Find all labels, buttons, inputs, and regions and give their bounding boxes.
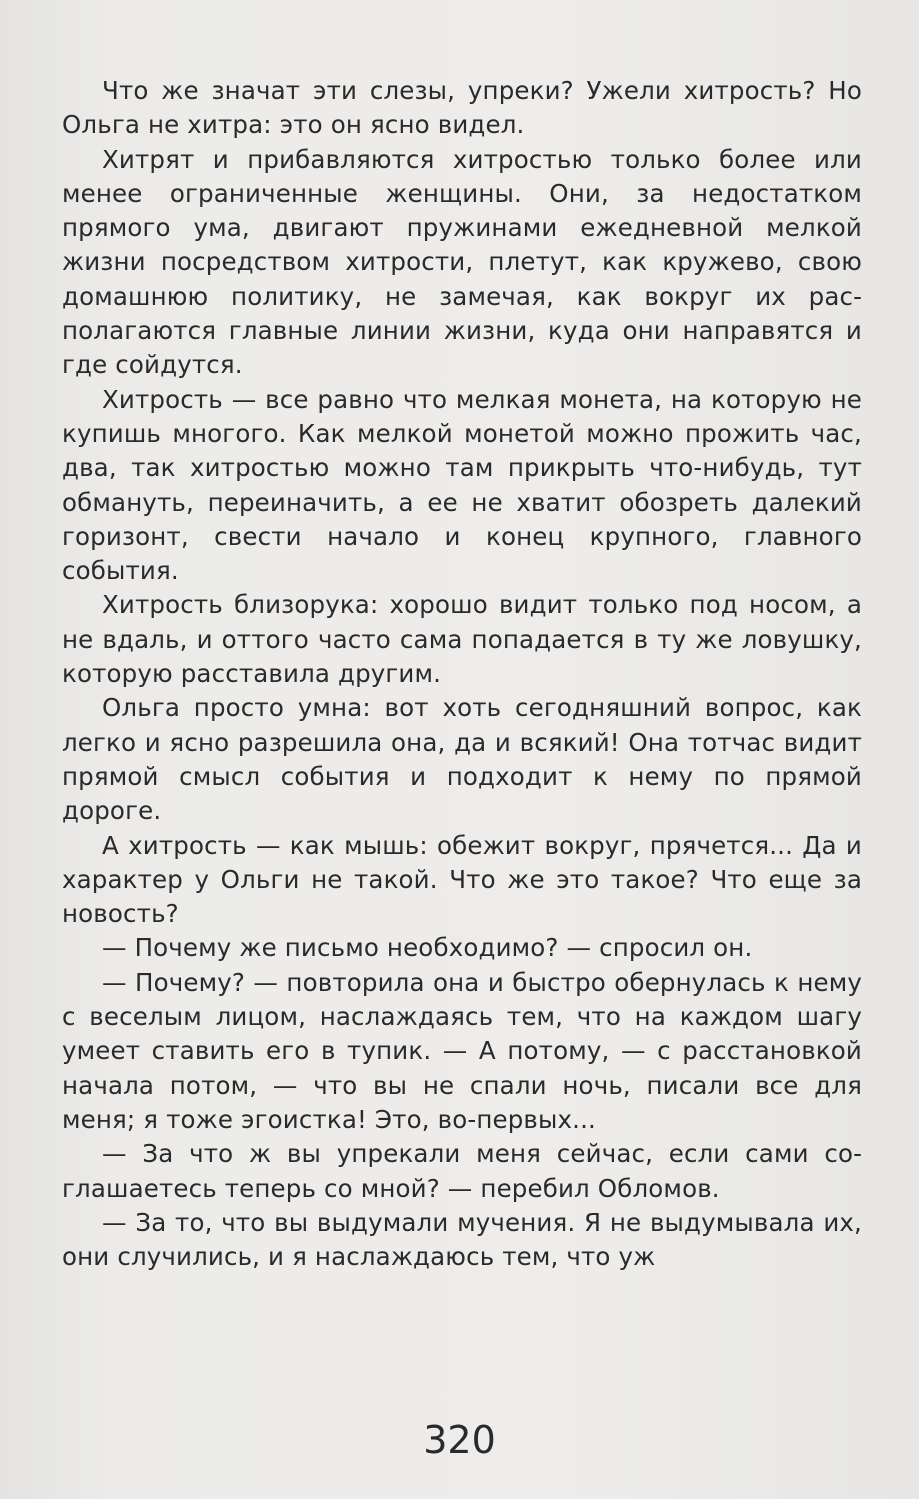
- paragraph: Что же значат эти слезы, упреки? Ужели хитрость? Но Ольга не хитра: это он ясно видел.: [62, 76, 862, 140]
- paragraph: — За что ж вы упрекали меня сейчас, если сами соглашаетесь теперь со мной? — перебил Обломов.: [62, 1139, 862, 1203]
- paragraph: Хитрят и прибавляются хитростью только более или менее ограниченные женщины. Они, за недостатком прямого ума, двигают пружинами ежедневной мелкой жизни посредством хитрости, плетут, как кружево, свою домашнюю политику, не замечая, как вокруг их располагаются главные линии жизни, куда они направятся и где сойдутся.: [62, 144, 862, 380]
- body-text: [62, 74, 862, 1274]
- paragraph: Хитрость близорука: хорошо видит только под носом, а не вдаль, и оттого часто сама попадается в ту же ловушку, которую расставила другим.: [62, 590, 862, 689]
- paragraph: Ольга просто умна: вот хоть сегодняшний вопрос, как легко и ясно разрешила она, да и всякий! Она тотчас видит прямой смысл события и подходит к нему по прямой дороге.: [62, 693, 862, 826]
- paragraph: А хитрость — как мышь: обежит вокруг, прячется... Да и характер у Ольги не такой. Что же это такое? Что еще за новость?: [62, 830, 862, 929]
- paragraph: — Почему? — повторила она и быстро обернулась к нему с веселым лицом, наслаждаясь тем, что на каждом шагу умеет ставить его в тупик. — А потому, — с расстановкой начала потом, — что вы не спали ночь, писали все для меня; я тоже эгоистка! Это, во-первых...: [62, 967, 862, 1134]
- paragraph: Хитрость — все равно что мелкая монета, на которую не купишь многого. Как мелкой монетой можно прожить час, два, так хитростью можно там прикрыть что-нибудь, тут обмануть, переиначить, а ее не хватит обозреть далекий горизонт, свести начало и конец крупного, главного события.: [62, 384, 862, 586]
- paragraph: — За то, что вы выдумали мучения. Я не выдумывала их, они случились, и я наслаждаюсь тем, что уж: [62, 1207, 862, 1272]
- page-number: 320: [423, 1418, 496, 1462]
- paragraph: — Почему же письмо необходимо? — спросил он.: [102, 933, 753, 963]
